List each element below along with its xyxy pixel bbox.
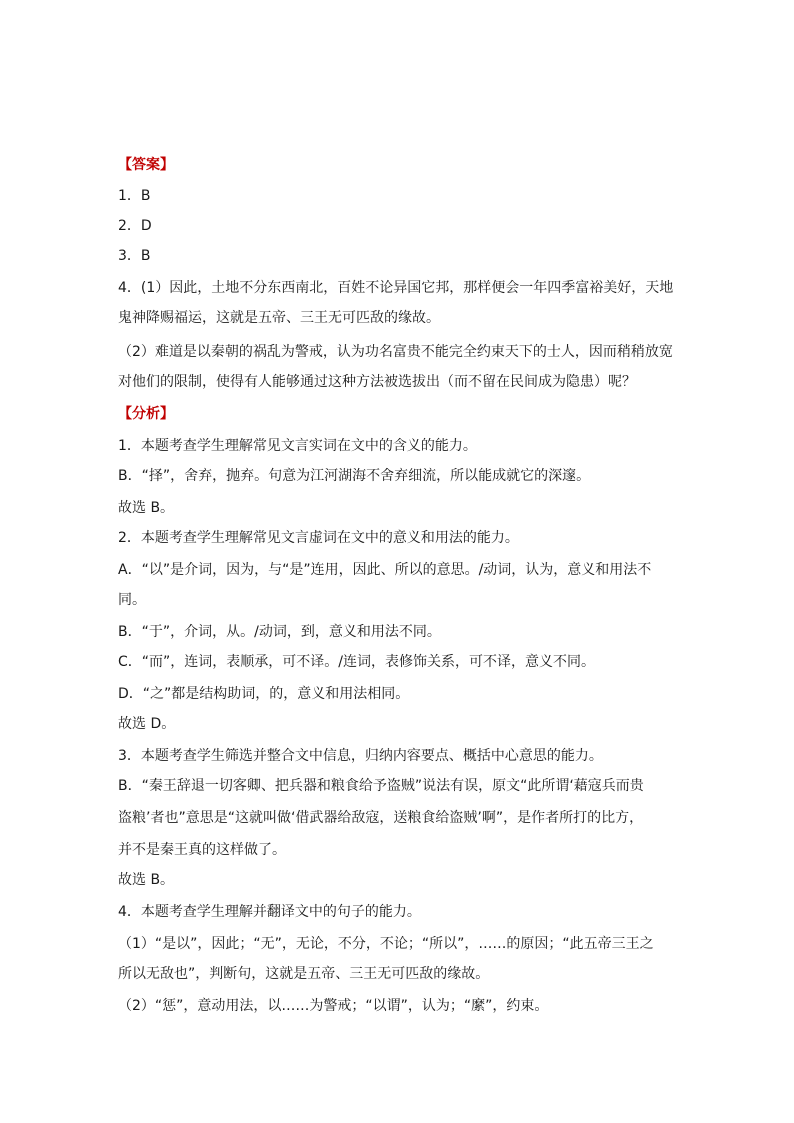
analysis-q2-option-a-line1: A．“以”是介词，因为，与“是”连用，因此、所以的意思。/动词，认为，意义和用法不: [118, 562, 652, 578]
analysis-q4-intro: 4．本题考查学生理解并翻译文中的句子的能力。: [118, 904, 421, 920]
analysis-q2-option-d: D．“之”都是结构助词，的，意义和用法相同。: [118, 686, 410, 702]
answer-3: 3．B: [118, 248, 151, 264]
answer-4-part2-line2: 对他们的限制，使得有人能够通过这种方法被选拔出（而不留在民间成为隐患）呢？: [118, 374, 636, 390]
analysis-q2-option-c: C．“而”，连词，表顺承，可不译。/连词，表修饰关系，可不译，意义不同。: [118, 654, 595, 670]
analysis-q1-choice: 故选 B。: [118, 500, 175, 516]
analysis-q1-option-b: B．“择”，舍弃，抛弃。句意为江河湖海不舍弃细流，所以能成就它的深邃。: [118, 468, 591, 484]
analysis-q3-choice: 故选 B。: [118, 872, 175, 888]
analysis-q4-part1-line1: （1）“是以”，因此；“无”，无论，不分，不论；“所以”，……的原因；“此五帝三王之: [118, 936, 654, 952]
analysis-q2-intro: 2．本题考查学生理解常见文言虚词在文中的意义和用法的能力。: [118, 530, 519, 546]
analysis-heading: 【分析】: [118, 406, 174, 422]
analysis-q3-option-b-line3: 并不是秦王真的这样做了。: [118, 842, 286, 858]
analysis-q4-part1-line2: 所以无敌也”，判断句，这就是五帝、三王无可匹敌的缘故。: [118, 966, 490, 982]
analysis-q2-option-b: B．“于”，介词，从。/动词，到，意义和用法不同。: [118, 624, 441, 640]
answer-4-part2-line1: （2）难道是以秦朝的祸乱为警戒，认为功名富贵不能完全约束天下的士人，因而稍稍放宽: [118, 344, 673, 360]
analysis-q1-intro: 1．本题考查学生理解常见文言实词在文中的含义的能力。: [118, 438, 477, 454]
analysis-q3-option-b-line1: B．“秦王辞退一切客卿、把兵器和粮食给予盗贼”说法有误，原文“此所谓‘藉寇兵而贵: [118, 778, 644, 794]
analysis-q3-option-b-line2: 盗粮’者也”意思是“这就叫做‘借武器给敌寇，送粮食给盗贼’啊”，是作者所打的比方，: [118, 810, 644, 826]
answer-4-part1-line1: 4．(1）因此，土地不分东西南北，百姓不论异国它邦，那样便会一年四季富裕美好，天地: [118, 280, 674, 296]
analysis-q4-part2: （2）“惩”，意动用法，以……为警戒；“以谓”，认为；“縻”，约束。: [118, 998, 549, 1014]
answer-heading: 【答案】: [118, 157, 174, 173]
analysis-q2-choice: 故选 D。: [118, 716, 176, 732]
analysis-q2-option-a-line2: 同。: [118, 592, 146, 608]
answer-1: 1．B: [118, 188, 151, 204]
answer-4-part1-line2: 鬼神降赐福运，这就是五帝、三王无可匹敌的缘故。: [118, 310, 440, 326]
answer-2: 2．D: [118, 218, 152, 234]
analysis-q3-intro: 3．本题考查学生筛选并整合文中信息，归纳内容要点、概括中心意思的能力。: [118, 748, 603, 764]
